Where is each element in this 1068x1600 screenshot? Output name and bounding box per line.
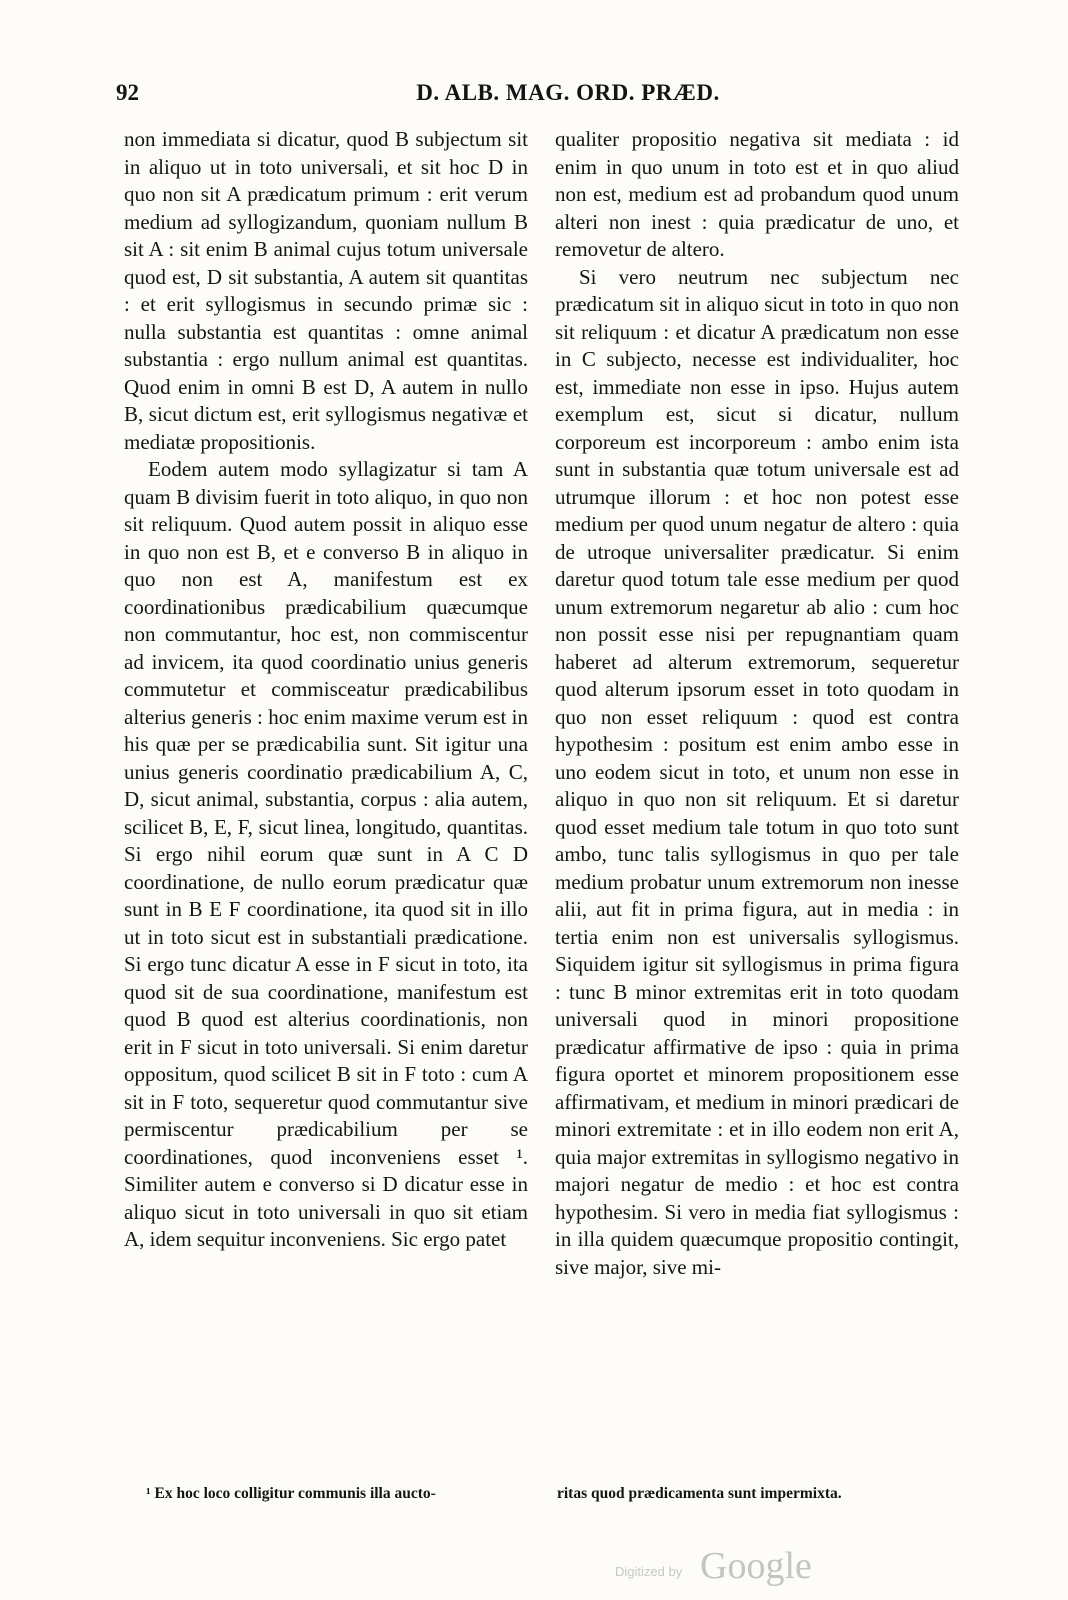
footnote-right: ritas quod prædicamenta sunt impermixta. <box>557 1485 842 1502</box>
running-title: D. ALB. MAG. ORD. PRÆD. <box>416 80 720 105</box>
page-number: 92 <box>116 80 139 105</box>
paragraph: Eodem autem modo syllagizatur si tam A quam B divisim fuerit in toto aliquo, in quo non sit reliquum. Quod autem possit in aliquo esse in quo non est B, et e converso B in aliquo in quo non est A, manifestum est ex coordinationibus prædicabilium quæcumque non commutantur, hoc est, non commiscentur ad invicem, ita quod coordinatio unius generis commutetur et commisceatur prædicabilibus alterius generis : hoc enim maxime verum est in his quæ per se prædicabilia sunt. Sit igitur una unius generis coordinatio prædicabilium A, C, D, sicut animal, substantia, corpus : alia autem, scilicet B, E, F, sicut linea, longitudo, quantitas. Si ergo nihil eorum quæ sunt in A C D coordinatione, de nullo eorum prædicatur quæ sunt in B E F coordinatione, ita quod sit in illo ut in toto sicut est in substantiali prædicatione. Si ergo tunc dicatur A esse in F sicut in toto, ita quod sit de sua coordinatione, manifestum est quod B quod est alterius coordinationis, non erit in F sicut in toto universali. Si enim daretur oppositum, quod scilicet B sit in F toto : cum A sit in F toto, sequeretur quod commutantur sive permiscentur prædicabilium per se coordinationes, quod inconveniens esset ¹. Similiter autem e converso si D dicatur esse in aliquo sicut in toto universali in quo sit etiam A, idem sequitur inconveniens. Sic ergo patet <box>124 457 528 1251</box>
left-column <box>124 126 528 1254</box>
paragraph: Si vero neutrum nec subjectum nec prædicatum sit in aliquo sicut in toto in quo non sit reliquum : et dicatur A prædicatum non esse in C subjecto, necesse est individualiter, hoc est, immediate non esse in ipso. Hujus autem exemplum est, sicut si dicatur, nullum corporeum est incorporeum : ambo enim ista sunt in substantia quæ totum universale est ad utrumque illorum : et hoc non potest esse medium per quod unum negatur de altero : quia de utroque universaliter prædicatur. Si enim daretur quod totum tale esse medium per quod unum extremorum negaretur ab alio : cum hoc non possit esse nisi per repugnantiam quam haberet ad alterum extremorum, sequeretur quod alterum ipsorum esset in toto quodam in quo non esset reliquum : quod est contra hypothesim : positum est enim ambo esse in uno eodem sicut in toto, et unum non esse in aliquo in quo non sit reliquum. Et si daretur quod esset medium tale totum in quo toto sunt ambo, tunc talis syllogismus in quo per tale medium probatur unum extremorum non inesse alii, aut fit in prima figura, aut in media : in tertia enim non est universalis syllogismus. Siquidem igitur sit syllogismus in prima figura : tunc B minor extremitas erit in toto quodam universali quod in minori propositione prædicatur affirmative de ipso : quia in prima figura oportet et minorem propositionem esse affirmativam, et medium in minori prædicari de minori extremitate : et in illo eodem non erit A, quia major extremitas in syllogismo negativo in majori negatur de medio : et hoc est contra hypothesim. Si vero in media fiat syllogismus : in illa quidem quæcumque propositio contingit, sive major, sive mi- <box>555 264 959 1279</box>
digitization-watermark <box>615 1546 835 1590</box>
paragraph: non immediata si dicatur, quod B subjectum sit in aliquo ut in toto universali, et sit hoc D in quo non sit A prædicatum primum : erit verum medium ad syllogizandum, quoniam nullum B sit A : sit enim B animal cujus totum universale quod est, D sit substantia, A autem sit quantitas : et erit syllogismus in secundo primæ sic : nulla substantia est quantitas : omne animal substantia : ergo nullum animal est quantitas. Quod enim in omni B est D, A autem in nullo B, sicut dictum est, erit syllogismus negativæ et mediatæ propositionis. <box>124 127 528 454</box>
right-column <box>555 126 959 1281</box>
footnote-left: ¹ Ex hoc loco colligitur communis illa aucto- <box>146 1485 436 1502</box>
paragraph: qualiter propositio negativa sit mediata : id enim in quo unum in toto est et in quo aliud non est, medium est ad probandum quod unum alteri non inest : quia prædicatur de uno, et removetur de altero. <box>555 127 959 261</box>
google-logo: Google <box>700 1545 812 1587</box>
watermark-label: Digitized by <box>615 1564 683 1579</box>
page-header <box>0 80 1068 114</box>
